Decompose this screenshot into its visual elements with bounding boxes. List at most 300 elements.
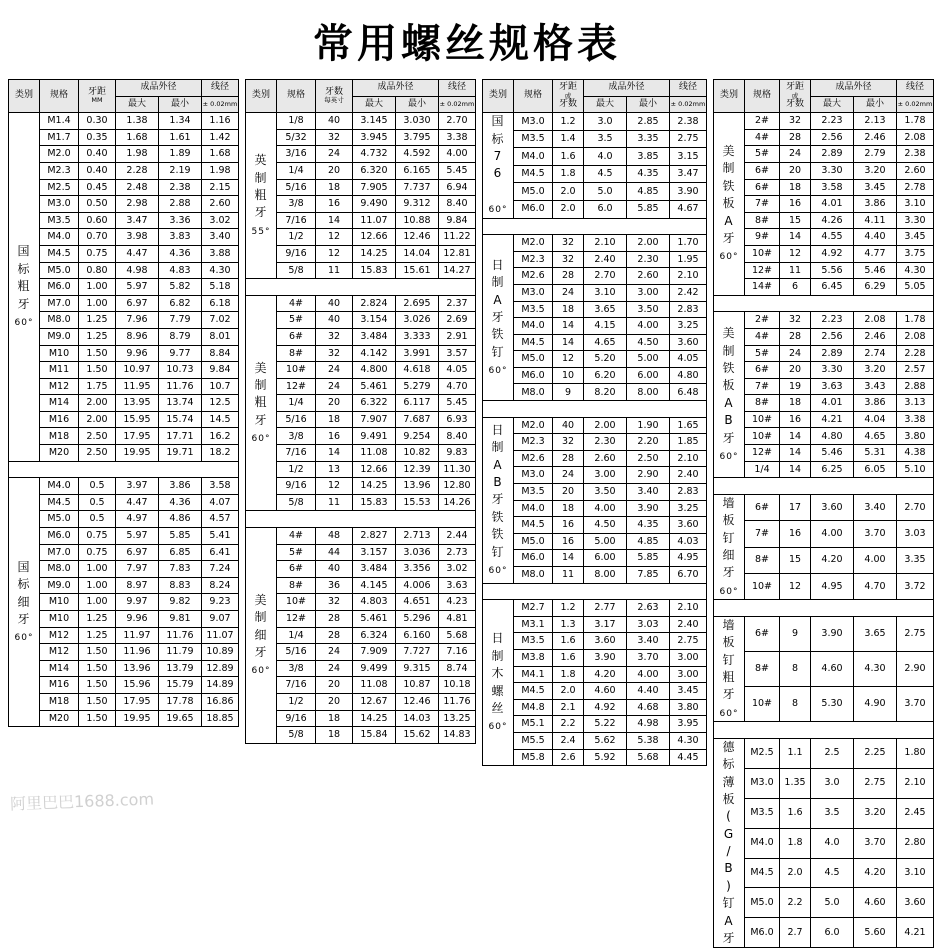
- cell-wire: 1.16: [202, 113, 239, 130]
- header-outer-diameter: 成品外径: [116, 80, 202, 97]
- table-row: [9, 478, 239, 495]
- cell-spec: 1/4: [745, 461, 780, 478]
- cell-od-min: 3.40: [854, 494, 897, 520]
- cell-od-min: 4.36: [159, 494, 202, 511]
- table-row: [246, 544, 476, 561]
- cell-wire: 14.83: [439, 727, 476, 744]
- table-row: [714, 162, 934, 179]
- cell-od-min: 3.85: [627, 148, 670, 166]
- cell-od-min: 4.83: [159, 262, 202, 279]
- table-row: [246, 660, 476, 677]
- cell-spec: M3.0: [514, 284, 553, 301]
- cell-od-max: 6.20: [584, 367, 627, 384]
- cell-od-max: 3.484: [353, 561, 396, 578]
- cell-pitch: 20: [553, 484, 584, 501]
- screw-spec-table-4: [713, 79, 934, 948]
- cell-pitch: 0.35: [79, 129, 116, 146]
- cell-wire: 3.60: [897, 888, 934, 918]
- cell-od-min: 10.88: [396, 212, 439, 229]
- header-od-max: 最大: [116, 96, 159, 113]
- cell-wire: 2.28: [897, 345, 934, 362]
- cell-od-min: 5.85: [627, 550, 670, 567]
- cell-od-max: 2.00: [584, 417, 627, 434]
- cell-wire: 18.2: [202, 445, 239, 462]
- cell-pitch: 28: [316, 627, 353, 644]
- cell-spec: 5/8: [277, 727, 316, 744]
- cell-wire: 2.75: [897, 616, 934, 651]
- cell-spec: 9/16: [277, 478, 316, 495]
- table-group-separator: [483, 218, 707, 235]
- cell-spec: M8.0: [514, 384, 553, 401]
- table-row: [714, 494, 934, 520]
- table-row: [246, 229, 476, 246]
- cell-pitch: 0.45: [79, 179, 116, 196]
- cell-od-min: 3.795: [396, 129, 439, 146]
- cell-wire: 18.85: [202, 710, 239, 727]
- header-wire-diameter: 线径: [439, 80, 476, 97]
- cell-spec: M8.0: [40, 561, 79, 578]
- table-row: [246, 461, 476, 478]
- cell-spec: M3.0: [514, 113, 553, 131]
- cell-wire: 10.18: [439, 677, 476, 694]
- cell-spec: M2.5: [745, 738, 780, 768]
- cell-od-max: 15.83: [353, 262, 396, 279]
- cell-spec: 10#: [277, 594, 316, 611]
- cell-wire: 2.45: [897, 798, 934, 828]
- table-row: [483, 301, 707, 318]
- screw-spec-table-2: [245, 79, 476, 744]
- cell-wire: 5.68: [439, 627, 476, 644]
- cell-pitch: 18: [316, 727, 353, 744]
- cell-spec: M4.8: [514, 699, 553, 716]
- cell-wire: 3.45: [670, 683, 707, 700]
- table-row: [246, 577, 476, 594]
- cell-od-min: 3.45: [854, 179, 897, 196]
- cell-wire: 2.10: [670, 268, 707, 285]
- cell-wire: 1.65: [670, 417, 707, 434]
- table-row: [246, 328, 476, 345]
- cell-od-min: 19.71: [159, 445, 202, 462]
- table-row: [483, 165, 707, 183]
- table-row: [9, 577, 239, 594]
- cell-od-min: 3.36: [159, 212, 202, 229]
- cell-wire: 4.67: [670, 200, 707, 218]
- cell-spec: M3.5: [514, 130, 553, 148]
- cell-od-min: 2.90: [627, 467, 670, 484]
- cell-wire: 2.75: [670, 130, 707, 148]
- cell-od-max: 10.97: [116, 362, 159, 379]
- header-od-max: 最大: [811, 96, 854, 113]
- cell-od-min: 11.76: [159, 627, 202, 644]
- cell-pitch: 2.4: [553, 732, 584, 749]
- cell-pitch: 19: [780, 378, 811, 395]
- cell-pitch: 8: [780, 687, 811, 722]
- table-row: [9, 544, 239, 561]
- cell-od-max: 4.80: [811, 428, 854, 445]
- cell-od-max: 2.89: [811, 146, 854, 163]
- header-pitch: 牙距 或 牙数: [553, 80, 584, 113]
- cell-wire: 2.40: [670, 467, 707, 484]
- cell-pitch: 0.80: [79, 262, 116, 279]
- cell-spec: M11: [40, 362, 79, 379]
- cell-pitch: 20: [316, 162, 353, 179]
- cell-spec: 2#: [745, 113, 780, 130]
- cell-spec: 1/4: [277, 162, 316, 179]
- table-row: [9, 295, 239, 312]
- header-pitch: 牙距 MM: [79, 80, 116, 113]
- cell-wire: 4.30: [202, 262, 239, 279]
- cell-pitch: 16: [316, 196, 353, 213]
- cell-spec: M4.0: [514, 318, 553, 335]
- cell-wire: 1.78: [897, 113, 934, 130]
- cell-spec: M4.5: [514, 334, 553, 351]
- cell-spec: M3.0: [745, 768, 780, 798]
- cell-pitch: 1.25: [79, 627, 116, 644]
- cell-od-min: 2.30: [627, 251, 670, 268]
- cell-od-max: 5.00: [584, 533, 627, 550]
- cell-od-max: 2.70: [584, 268, 627, 285]
- table-row: [483, 716, 707, 733]
- cell-od-max: 3.65: [584, 301, 627, 318]
- cell-pitch: 24: [316, 146, 353, 163]
- cell-wire: 3.00: [670, 649, 707, 666]
- cell-wire: 3.58: [202, 478, 239, 495]
- cell-wire: 3.75: [897, 245, 934, 262]
- table-row: [714, 888, 934, 918]
- cell-od-min: 12.46: [396, 693, 439, 710]
- cell-pitch: 1.8: [553, 165, 584, 183]
- cell-wire: 4.07: [202, 494, 239, 511]
- cell-od-min: 4.86: [159, 511, 202, 528]
- cell-pitch: 18: [780, 395, 811, 412]
- cell-pitch: 18: [553, 500, 584, 517]
- table-row: [246, 295, 476, 312]
- cell-spec: 12#: [277, 378, 316, 395]
- cell-od-max: 6.45: [811, 279, 854, 296]
- cell-od-min: 13.96: [396, 478, 439, 495]
- screw-spec-table-3: [482, 79, 707, 766]
- cell-spec: 14#: [745, 279, 780, 296]
- table-row: [9, 179, 239, 196]
- table-row: [714, 918, 934, 948]
- cell-spec: M5.5: [514, 732, 553, 749]
- cell-od-min: 6.00: [627, 367, 670, 384]
- cell-pitch: 2.0: [553, 183, 584, 201]
- table-row: [246, 528, 476, 545]
- table-row: [714, 279, 934, 296]
- table-row: [714, 312, 934, 329]
- cell-pitch: 18: [553, 301, 584, 318]
- cell-od-max: 19.95: [116, 445, 159, 462]
- table-row: [9, 528, 239, 545]
- cell-spec: 8#: [277, 577, 316, 594]
- header-pitch: 牙数 每英寸: [316, 80, 353, 113]
- cell-pitch: 2.0: [553, 683, 584, 700]
- cell-spec: M5.0: [514, 183, 553, 201]
- cell-wire: 3.80: [670, 699, 707, 716]
- cell-od-min: 9.77: [159, 345, 202, 362]
- cell-spec: 12#: [745, 445, 780, 462]
- table-row: [246, 345, 476, 362]
- cell-od-min: 1.90: [627, 417, 670, 434]
- cell-wire: 6.41: [202, 544, 239, 561]
- cell-pitch: 20: [316, 693, 353, 710]
- cell-wire: 13.25: [439, 710, 476, 727]
- cell-od-max: 5.62: [584, 732, 627, 749]
- cell-pitch: 1.25: [79, 312, 116, 329]
- cell-od-min: 2.25: [854, 738, 897, 768]
- table-row: [714, 262, 934, 279]
- row-category: 墙 板 钉 粗 牙 60°: [714, 616, 745, 721]
- cell-wire: 7.02: [202, 312, 239, 329]
- header-category: 类别: [9, 80, 40, 113]
- cell-spec: M18: [40, 428, 79, 445]
- header-outer-diameter: 成品外径: [811, 80, 897, 97]
- cell-spec: 7#: [745, 521, 780, 547]
- cell-wire: 4.30: [897, 262, 934, 279]
- cell-wire: 4.30: [670, 732, 707, 749]
- cell-spec: 12#: [745, 262, 780, 279]
- cell-pitch: 32: [316, 594, 353, 611]
- cell-pitch: 14: [316, 445, 353, 462]
- cell-pitch: 2.00: [79, 411, 116, 428]
- cell-spec: 8#: [745, 395, 780, 412]
- cell-spec: M3.5: [514, 633, 553, 650]
- cell-pitch: 32: [780, 113, 811, 130]
- table-row: [714, 362, 934, 379]
- cell-od-min: 3.20: [854, 362, 897, 379]
- table-group-separator: [714, 722, 934, 739]
- table-row: [483, 550, 707, 567]
- tables-container: [0, 79, 934, 948]
- cell-od-max: 3.145: [353, 113, 396, 130]
- cell-pitch: 18: [780, 179, 811, 196]
- cell-pitch: 16: [553, 517, 584, 534]
- cell-od-max: 11.96: [116, 644, 159, 661]
- cell-od-max: 4.50: [584, 517, 627, 534]
- cell-od-max: 12.66: [353, 229, 396, 246]
- cell-spec: 10#: [277, 362, 316, 379]
- cell-pitch: 20: [780, 362, 811, 379]
- cell-pitch: 2.0: [553, 200, 584, 218]
- cell-spec: 3/16: [277, 146, 316, 163]
- cell-od-min: 7.83: [159, 561, 202, 578]
- cell-wire: 2.78: [897, 179, 934, 196]
- cell-spec: 10#: [745, 428, 780, 445]
- cell-od-max: 11.08: [353, 445, 396, 462]
- cell-od-max: 4.00: [811, 521, 854, 547]
- cell-wire: 2.57: [897, 362, 934, 379]
- cell-od-min: 4.20: [854, 858, 897, 888]
- cell-wire: 2.38: [897, 146, 934, 163]
- cell-spec: 9/16: [277, 245, 316, 262]
- cell-spec: 1/4: [277, 395, 316, 412]
- header-outer-diameter: 成品外径: [353, 80, 439, 97]
- table-row: [483, 616, 707, 633]
- watermark: 阿里巴巴1688.com: [9, 789, 155, 814]
- table-header-row-top: [483, 80, 707, 97]
- table-row: [246, 594, 476, 611]
- cell-od-min: 4.85: [627, 533, 670, 550]
- cell-spec: M8.0: [40, 312, 79, 329]
- cell-spec: M5.0: [514, 351, 553, 368]
- cell-od-min: 5.46: [854, 262, 897, 279]
- cell-od-max: 4.00: [584, 500, 627, 517]
- cell-od-min: 6.117: [396, 395, 439, 412]
- cell-pitch: 18: [316, 411, 353, 428]
- cell-pitch: 40: [316, 561, 353, 578]
- cell-od-max: 6.25: [811, 461, 854, 478]
- table-row: [714, 146, 934, 163]
- table-row: [9, 594, 239, 611]
- cell-od-min: 7.687: [396, 411, 439, 428]
- row-category: 国 标 细 牙 60°: [9, 478, 40, 727]
- header-wire-tolerance: ± 0.02mm: [439, 96, 476, 113]
- cell-spec: 6#: [745, 494, 780, 520]
- cell-spec: M2.0: [40, 146, 79, 163]
- cell-od-max: 9.97: [116, 594, 159, 611]
- table-row: [483, 318, 707, 335]
- cell-wire: 3.80: [897, 428, 934, 445]
- cell-spec: M4.5: [40, 245, 79, 262]
- cell-od-max: 8.97: [116, 577, 159, 594]
- cell-od-max: 3.30: [811, 362, 854, 379]
- cell-spec: M14: [40, 395, 79, 412]
- table-row: [483, 633, 707, 650]
- cell-spec: 1/2: [277, 461, 316, 478]
- cell-od-min: 6.165: [396, 162, 439, 179]
- table-row: [483, 417, 707, 434]
- cell-od-max: 4.47: [116, 245, 159, 262]
- cell-wire: 6.70: [670, 567, 707, 584]
- cell-wire: 4.57: [202, 511, 239, 528]
- cell-od-max: 11.08: [353, 677, 396, 694]
- cell-pitch: 20: [316, 395, 353, 412]
- table-row: [9, 328, 239, 345]
- cell-od-min: 1.89: [159, 146, 202, 163]
- cell-od-max: 4.142: [353, 345, 396, 362]
- cell-pitch: 32: [553, 434, 584, 451]
- table-row: [714, 196, 934, 213]
- cell-wire: 3.30: [897, 212, 934, 229]
- cell-wire: 4.23: [439, 594, 476, 611]
- cell-od-min: 6.29: [854, 279, 897, 296]
- cell-wire: 2.42: [670, 284, 707, 301]
- table-row: [246, 411, 476, 428]
- cell-od-max: 3.00: [584, 467, 627, 484]
- cell-od-min: 19.65: [159, 710, 202, 727]
- cell-wire: 4.05: [439, 362, 476, 379]
- cell-od-min: 4.00: [627, 318, 670, 335]
- cell-pitch: 14: [780, 428, 811, 445]
- cell-pitch: 1.8: [780, 828, 811, 858]
- cell-od-max: 9.490: [353, 196, 396, 213]
- cell-spec: M2.3: [40, 162, 79, 179]
- cell-od-max: 2.60: [584, 450, 627, 467]
- header-od-min: 最小: [396, 96, 439, 113]
- table-row: [246, 677, 476, 694]
- cell-od-min: 5.82: [159, 279, 202, 296]
- cell-pitch: 32: [553, 251, 584, 268]
- cell-wire: 3.90: [670, 183, 707, 201]
- cell-wire: 2.75: [670, 633, 707, 650]
- cell-od-max: 11.95: [116, 378, 159, 395]
- cell-pitch: 28: [316, 611, 353, 628]
- cell-od-min: 1.61: [159, 129, 202, 146]
- cell-od-min: 3.50: [627, 301, 670, 318]
- cell-od-min: 4.98: [627, 716, 670, 733]
- cell-od-min: 12.39: [396, 461, 439, 478]
- cell-spec: 7/16: [277, 677, 316, 694]
- cell-od-max: 12.66: [353, 461, 396, 478]
- cell-od-max: 4.26: [811, 212, 854, 229]
- cell-spec: M5.1: [514, 716, 553, 733]
- cell-spec: 1/8: [277, 113, 316, 130]
- table-row: [483, 251, 707, 268]
- cell-od-max: 4.01: [811, 395, 854, 412]
- cell-spec: 5#: [745, 146, 780, 163]
- cell-od-max: 4.01: [811, 196, 854, 213]
- table-row: [714, 573, 934, 599]
- row-category: 日 制 A 牙 铁 钉 60°: [483, 235, 514, 401]
- cell-pitch: 0.75: [79, 528, 116, 545]
- table-row: [483, 334, 707, 351]
- table-group-separator: [714, 295, 934, 312]
- cell-spec: M12: [40, 644, 79, 661]
- cell-od-min: 4.65: [854, 428, 897, 445]
- cell-od-max: 3.945: [353, 129, 396, 146]
- cell-od-min: 2.713: [396, 528, 439, 545]
- table-header-row-top: [246, 80, 476, 97]
- cell-od-max: 4.55: [811, 229, 854, 246]
- cell-od-min: 4.36: [159, 245, 202, 262]
- cell-wire: 14.26: [439, 494, 476, 511]
- cell-od-max: 4.21: [811, 411, 854, 428]
- cell-spec: M3.8: [514, 649, 553, 666]
- cell-spec: 5/16: [277, 179, 316, 196]
- cell-od-max: 4.97: [116, 511, 159, 528]
- cell-pitch: 44: [316, 544, 353, 561]
- cell-od-max: 9.96: [116, 345, 159, 362]
- cell-pitch: 10: [553, 367, 584, 384]
- cell-spec: M6.0: [514, 550, 553, 567]
- cell-od-min: 2.695: [396, 295, 439, 312]
- table-row: [9, 445, 239, 462]
- cell-pitch: 14: [316, 212, 353, 229]
- table-row: [9, 710, 239, 727]
- cell-spec: M4.0: [40, 229, 79, 246]
- cell-spec: 4#: [745, 129, 780, 146]
- cell-od-max: 7.96: [116, 312, 159, 329]
- cell-od-min: 3.036: [396, 544, 439, 561]
- cell-spec: 5#: [745, 345, 780, 362]
- cell-wire: 1.98: [202, 162, 239, 179]
- cell-wire: 14.89: [202, 677, 239, 694]
- cell-od-min: 4.68: [627, 699, 670, 716]
- cell-od-max: 2.824: [353, 295, 396, 312]
- table-row: [714, 345, 934, 362]
- cell-od-max: 3.10: [584, 284, 627, 301]
- cell-pitch: 15: [780, 547, 811, 573]
- cell-od-max: 1.68: [116, 129, 159, 146]
- cell-spec: 6#: [745, 362, 780, 379]
- cell-wire: 3.25: [670, 500, 707, 517]
- cell-pitch: 1.6: [780, 798, 811, 828]
- table-row: [9, 693, 239, 710]
- cell-wire: 2.40: [670, 616, 707, 633]
- table-row: [246, 162, 476, 179]
- table-row: [483, 384, 707, 401]
